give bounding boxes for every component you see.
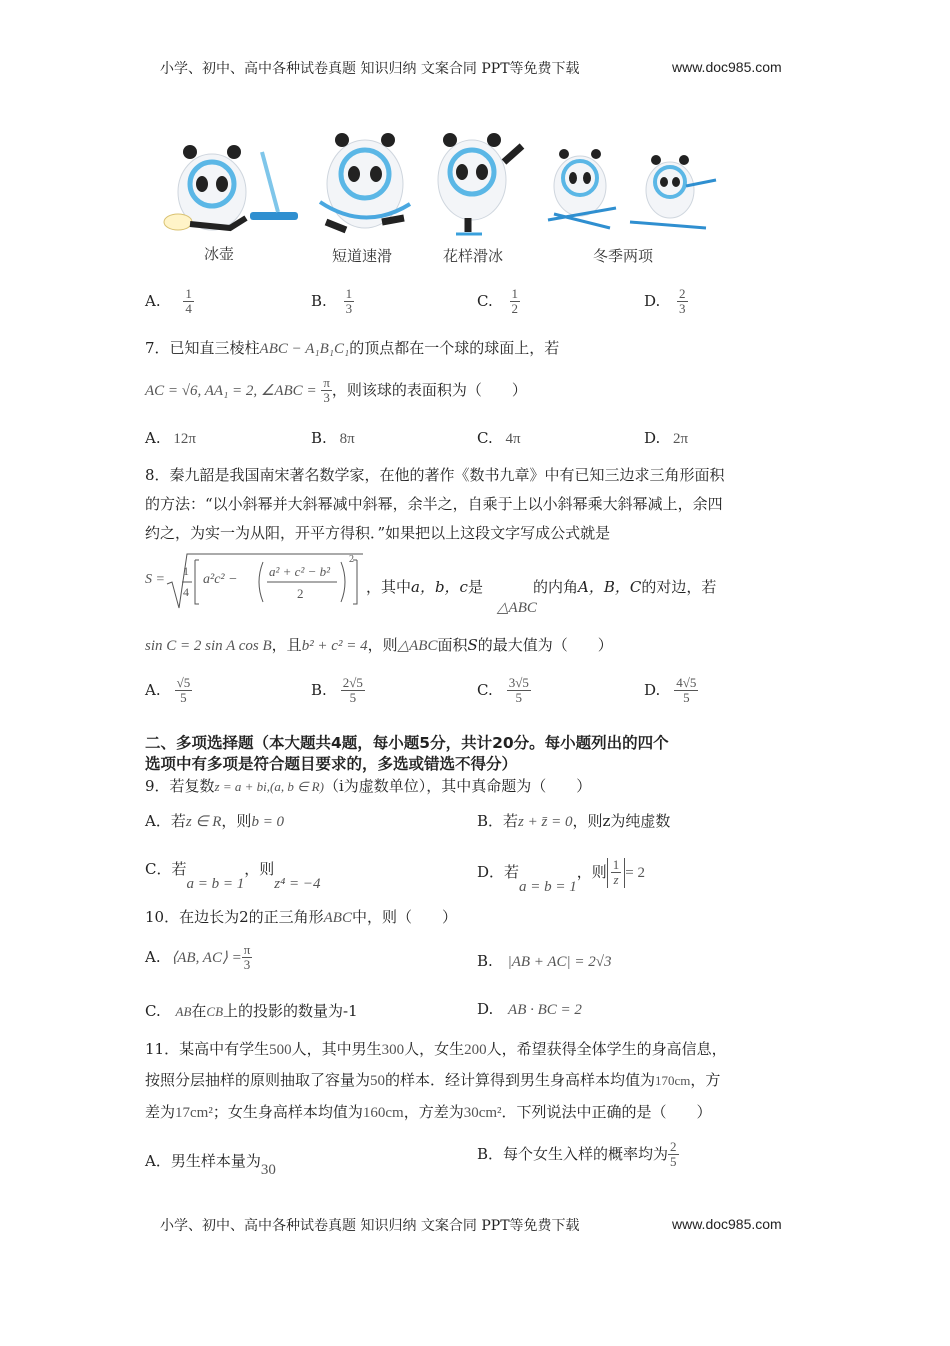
formula-four: 4 [183, 585, 189, 599]
mascot-curling-image [164, 145, 298, 230]
caption-figure-skating: 花样滑冰 [443, 247, 504, 265]
option-label: B. [311, 680, 327, 699]
value: 30 [260, 1162, 276, 1178]
numerator: 1 [185, 286, 192, 301]
caption-biathlon: 冬季两项 [593, 247, 654, 265]
q8-option-a[interactable] [145, 676, 192, 706]
header-url[interactable]: www.doc985.com [672, 59, 782, 75]
fraction [175, 676, 193, 706]
mascot-biathlon-image-2 [630, 155, 716, 228]
text: ，方差为 [403, 1103, 464, 1121]
complex-def: z = a + bi,(a, b ∈ R) [214, 779, 324, 794]
math: a = b = 1 [519, 878, 577, 895]
option-label: D. [477, 1000, 494, 1018]
q7-stem: 7．已知直三棱柱 [145, 339, 260, 357]
q8-line5 [145, 634, 613, 655]
q7-option-b[interactable] [311, 429, 355, 448]
text: ，且 [271, 636, 302, 654]
text: ；女生身高样本均值为 [212, 1103, 363, 1121]
option-label: A. [145, 947, 161, 966]
q7-option-c[interactable] [477, 429, 521, 448]
text: 人，希望获得全体学生的身高信息， [486, 1040, 727, 1058]
q8-line2: 的方法：“以小斜幂并大斜幂减中斜幂，余半之，自乘于上以小斜幂乘大斜幂减上，余四 [145, 495, 723, 513]
denominator: z [613, 872, 619, 888]
denominator: 2 [511, 301, 518, 317]
footer-url[interactable]: www.doc985.com [672, 1216, 782, 1232]
formula-a2c2: a²c² − [203, 572, 238, 587]
text: ，则 [221, 812, 252, 830]
math: a = b = 1 [186, 876, 245, 892]
page-header [160, 58, 580, 78]
formula-s: S = [145, 572, 165, 587]
text: ，则 [576, 862, 607, 881]
q7-stem-cont: 的顶点都在一个球的球面上，若 [349, 339, 560, 357]
option-value: 8π [339, 431, 355, 447]
text: 上的投影的数量为-1 [223, 1002, 358, 1020]
text: 11．某高中有学生 [145, 1040, 270, 1058]
fraction [242, 943, 253, 973]
numerator: 2 [679, 286, 686, 301]
q9-option-b[interactable] [477, 810, 670, 831]
fraction [677, 287, 688, 317]
q10-stem [145, 906, 457, 927]
footer-text: 小学、初中、高中各种试卷真题 知识归纳 文案合同 PPT等免费下载 [160, 1218, 580, 1234]
fraction [341, 676, 365, 706]
area-symbol: S [467, 636, 478, 654]
option-value: 2π [673, 431, 689, 447]
denominator: 3 [679, 301, 686, 317]
denominator: 4 [185, 301, 192, 317]
text: 的内角 [532, 578, 578, 596]
denominator: 5 [180, 690, 187, 706]
text: 按照分层抽样的原则抽取了容量为 [145, 1071, 371, 1089]
option-label: C. [145, 1002, 161, 1020]
q9-option-d[interactable] [477, 857, 646, 895]
number: 30cm² [463, 1105, 502, 1121]
option-label: C. [477, 429, 493, 447]
condition: sin C = 2 sin A cos B [145, 638, 272, 654]
sides: a，b，c [411, 578, 468, 596]
q8-triangle-label: △ABC [497, 600, 537, 616]
number: 500 [269, 1042, 292, 1058]
fraction [668, 1140, 679, 1170]
numerator: 1 [345, 286, 353, 301]
option-label: A. [145, 680, 161, 699]
q10-option-d[interactable] [477, 1000, 582, 1019]
mascot-figure-skating-image [438, 133, 522, 234]
numerator: 4√5 [676, 675, 697, 690]
option-label: D. [644, 429, 661, 447]
option-label: A. [145, 291, 161, 310]
fraction [344, 287, 355, 317]
numerator: √5 [176, 675, 191, 690]
q7-option-a[interactable] [145, 429, 196, 448]
text: 人，女生 [404, 1040, 465, 1058]
text: ，则z为纯虚数 [572, 812, 671, 830]
text: ，则 [367, 636, 398, 654]
formula-one: 1 [183, 564, 189, 578]
q7-question: ，则该球的表面积为（ ） [331, 380, 527, 399]
text: 人，其中男生 [291, 1040, 382, 1058]
option-label: B．每个女生入样的概率均为 [477, 1144, 669, 1163]
section2-heading-line2: 选项中有多项是符合题目要求的，多选或错选不得分） [145, 755, 518, 773]
formula-denominator: 2 [297, 586, 304, 601]
denominator: 5 [515, 690, 523, 706]
numerator: 1 [612, 857, 620, 872]
option-label: C. [477, 680, 493, 699]
option-label: A．男生样本量为 [145, 1152, 261, 1170]
math: z⁴ = −4 [274, 876, 321, 892]
text: 差为 [145, 1103, 176, 1121]
denominator: 3 [345, 301, 353, 317]
math: z + z̄ = 0 [518, 814, 573, 830]
q9-stem [145, 775, 591, 796]
numerator: π [323, 375, 330, 390]
number: 160cm [362, 1105, 404, 1121]
numerator: 2√5 [342, 675, 363, 690]
numerator: 3√5 [508, 675, 529, 690]
q7-stem-line1 [145, 337, 559, 358]
math: ⟨AB, AC⟩ = [171, 949, 242, 966]
fraction [510, 287, 521, 317]
q7-angle-fraction [321, 376, 332, 406]
option-label: B. [477, 952, 493, 970]
q10-option-c[interactable] [145, 1000, 358, 1021]
q11-line1 [145, 1038, 727, 1059]
q7-condition: AC = √6, AA₁ = 2, ∠ABC = [145, 382, 317, 399]
triangle: △ABC [397, 638, 438, 654]
mascot-short-track-image [320, 133, 410, 230]
text: 10．在边长为2的正三角形 [145, 908, 324, 926]
mascot-illustrations [150, 132, 730, 242]
q9-option-a[interactable] [145, 810, 284, 831]
text: 中，则（ ） [351, 908, 457, 926]
number: 300 [381, 1042, 405, 1058]
text: ，其中 [366, 578, 412, 596]
number: 50 [370, 1073, 386, 1089]
q7-option-d[interactable] [644, 429, 688, 448]
option-label: C. [477, 291, 493, 310]
option-label: A. [145, 429, 161, 447]
denominator: 5 [349, 690, 357, 706]
text: 的最大值为（ ） [477, 636, 613, 654]
option-label: B．若 [477, 812, 519, 830]
text: 的对边，若 [641, 578, 717, 596]
option-label: B. [311, 291, 327, 310]
math: CB [206, 1004, 224, 1019]
fraction [507, 676, 531, 706]
q6-option-a[interactable] [145, 287, 194, 317]
q7-prism: ABC − A₁B₁C₁ [259, 341, 350, 357]
text: 在 [191, 1002, 207, 1020]
header-text: 小学、初中、高中各种试卷真题 知识归纳 文案合同 PPT等免费下载 [160, 61, 580, 77]
q10-option-b[interactable] [477, 952, 612, 971]
caption-curling: 冰壶 [204, 245, 235, 263]
caption-short-track: 短道速滑 [332, 247, 393, 265]
triangle: ABC [323, 910, 352, 926]
numerator: 1 [511, 286, 518, 301]
option-value: 12π [173, 431, 196, 447]
numerator: 2 [670, 1139, 677, 1154]
q6-option-c[interactable] [477, 287, 520, 317]
q8-option-d[interactable] [644, 676, 698, 706]
math: = 2 [625, 864, 646, 881]
q11-option-a[interactable] [145, 1150, 276, 1178]
mascot-biathlon-image-1 [548, 149, 616, 228]
formula-square: 2 [349, 554, 354, 565]
q8-option-b[interactable] [311, 676, 365, 706]
q11-option-b[interactable] [477, 1140, 679, 1170]
text: 面积 [437, 636, 468, 654]
denominator: 5 [670, 1154, 677, 1170]
denominator: 3 [323, 390, 330, 406]
q7-stem-line2 [145, 376, 527, 406]
option-label: D．若 [477, 862, 520, 881]
q8-line4 [366, 576, 716, 597]
q9-option-c[interactable] [145, 858, 321, 892]
page-footer [160, 1215, 580, 1235]
text: 9．若复数 [145, 777, 215, 795]
fraction [674, 676, 698, 706]
denominator: 5 [683, 690, 690, 706]
abs-bars [607, 858, 626, 888]
text: ，则 [244, 860, 275, 878]
math: z ∈ R [185, 814, 222, 830]
q6-option-b[interactable] [311, 287, 354, 317]
text: 是 [467, 578, 483, 596]
q8-line1: 8．秦九韶是我国南宋著名数学家，在他的著作《数书九章》中有已知三边求三角形面积 [145, 466, 725, 484]
number: 17cm² [175, 1105, 213, 1121]
math: b = 0 [251, 814, 285, 830]
fraction [183, 287, 194, 317]
number: 200 [464, 1042, 487, 1058]
math: AB [175, 1004, 192, 1019]
q11-line3 [145, 1101, 712, 1122]
option-label: D. [644, 291, 661, 310]
q6-option-d[interactable] [644, 287, 688, 317]
text: ．下列说法中正确的是（ ） [501, 1103, 712, 1121]
text: （i为虚数单位），其中真命题为（ ） [323, 777, 592, 795]
math: |AB + AC| = 2√3 [507, 954, 612, 970]
option-label: C．若 [145, 860, 187, 878]
text: ，方 [690, 1071, 721, 1089]
text: 的样本．经计算得到男生身高样本均值为 [385, 1071, 656, 1089]
number: 170cm [655, 1073, 691, 1088]
q11-line2 [145, 1069, 720, 1090]
option-label: A．若 [145, 812, 186, 830]
q10-option-a[interactable] [145, 943, 252, 973]
condition2: b² + c² = 4 [301, 638, 368, 654]
q8-formula-radical [145, 552, 367, 612]
angles: A，B，C [578, 578, 642, 596]
option-value: 4π [505, 431, 521, 447]
formula-numerator: a² + c² − b² [269, 564, 331, 579]
option-label: D. [644, 680, 661, 699]
q8-option-c[interactable] [477, 676, 531, 706]
denominator: 3 [243, 957, 251, 973]
option-label: B. [311, 429, 327, 447]
numerator: π [243, 942, 251, 957]
section2-heading-line1: 二、多项选择题（本大题共4题，每小题5分，共计20分。每小题列出的四个 [145, 734, 669, 752]
q8-line3: 约之，为实一为从阳，开平方得积．”如果把以上这段文字写成公式就是 [145, 524, 611, 542]
math: AB · BC = 2 [508, 1002, 582, 1018]
fraction [611, 858, 622, 888]
